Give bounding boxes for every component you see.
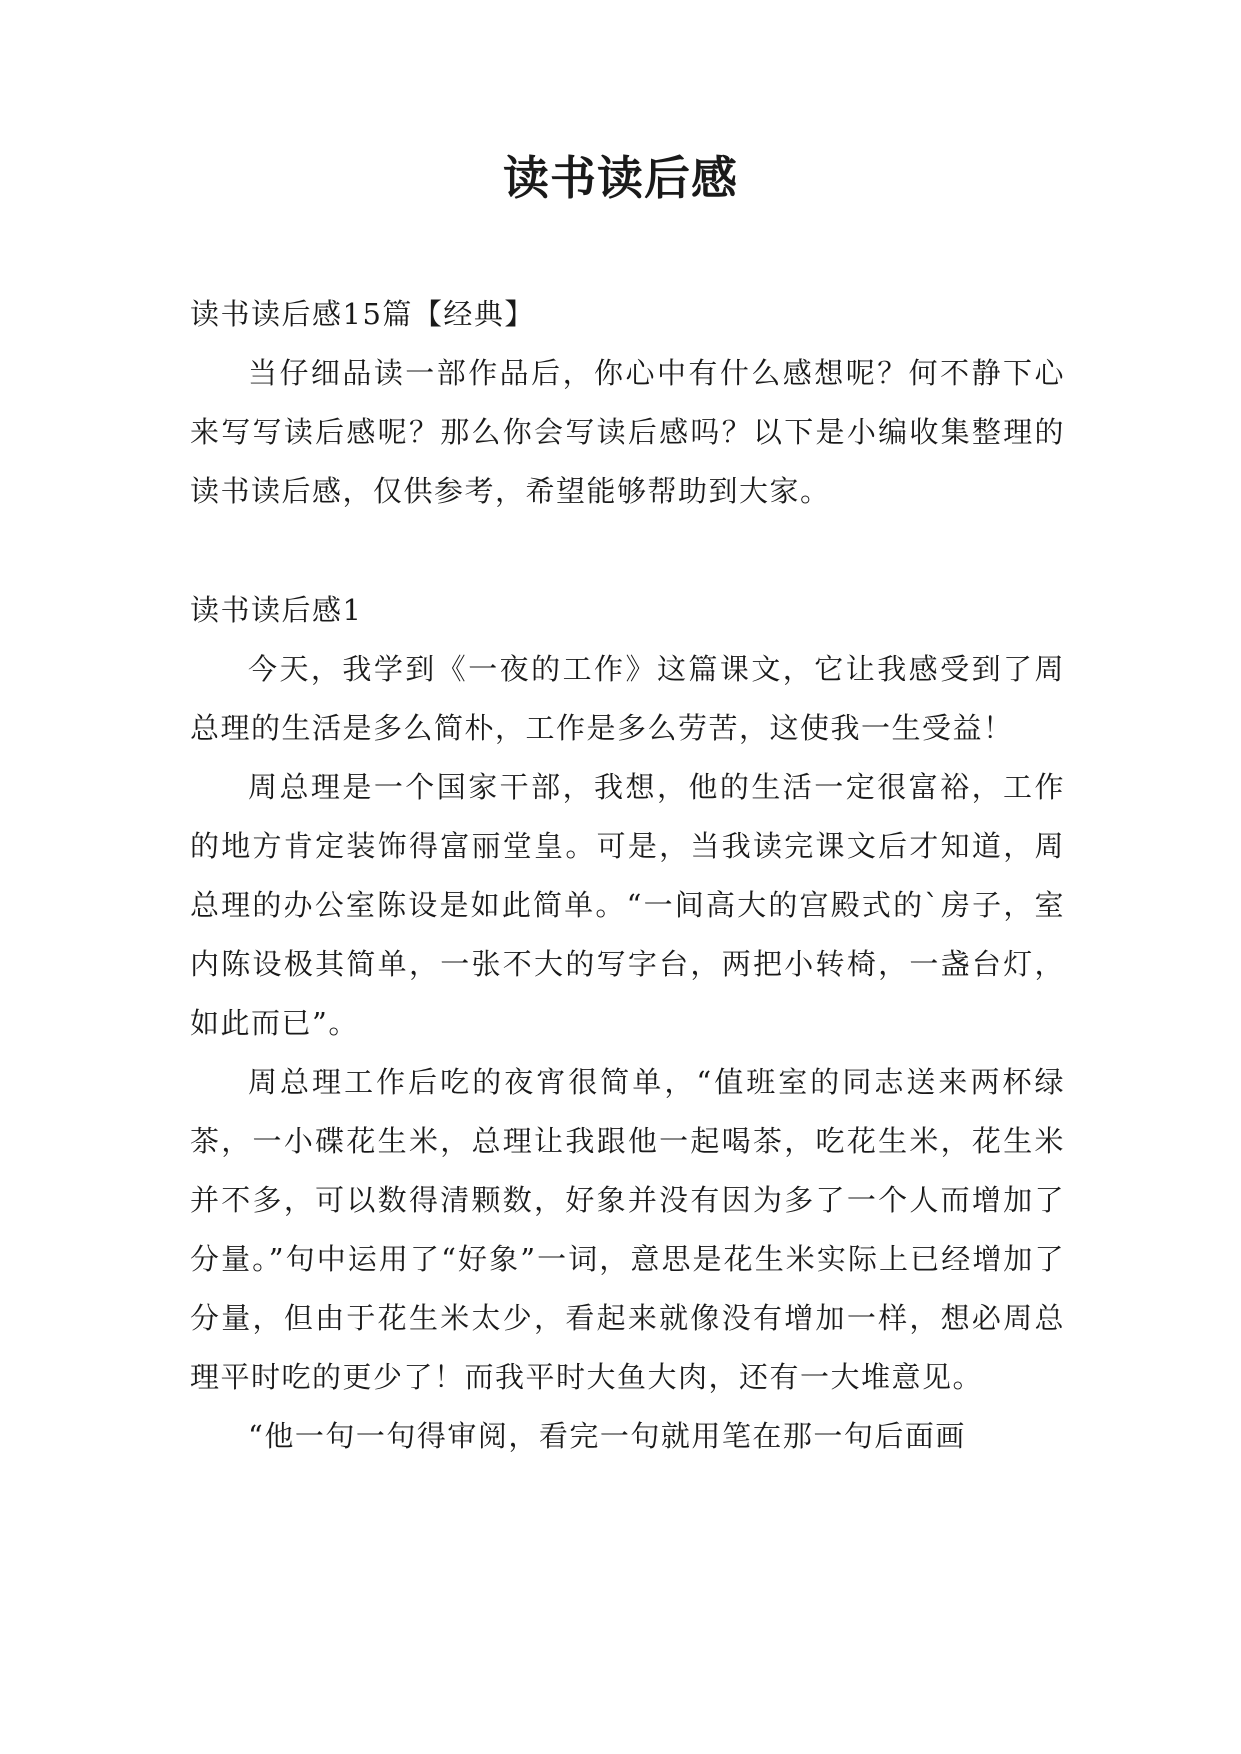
section-heading: 读书读后感1 <box>190 593 363 627</box>
body-paragraph-3: 周总理工作后吃的夜宵很简单，“值班室的同志送来两杯绿茶，一小碟花生米，总理让我跟他一起喝茶，吃花生米，花生米并不多，可以数得清颗数，好象并没有因为多了一个人而增加了分量。”句中运用了“好象”一词，意思是花生米实际上已经增加了分量，但由于花生米太少，看起来就像没有增加一样，想必周总理平时吃的更少了！而我平时大鱼大肉，还有一大堆意见。 <box>190 1065 1065 1394</box>
body-paragraph-4: “他一句一句得审阅，看完一句就用笔在那一句后面画 <box>248 1419 966 1453</box>
intro-paragraph: 当仔细品读一部作品后，你心中有什么感想呢？何不静下心来写写读后感呢？那么你会写读后感吗？以下是小编收集整理的读书读后感，仅供参考，希望能够帮助到大家。 <box>190 356 1065 508</box>
document-body <box>190 285 1065 1466</box>
body-paragraph-2: 周总理是一个国家干部，我想，他的生活一定很富裕，工作的地方肯定装饰得富丽堂皇。可是，当我读完课文后才知道，周总理的办公室陈设是如此简单。“一间高大的宫殿式的`房子，室内陈设极其简单，一张不大的写字台，两把小转椅，一盏台灯，如此而已”。 <box>190 770 1065 1040</box>
document-subtitle: 读书读后感15篇【经典】 <box>190 297 535 331</box>
section-gap <box>190 521 1065 581</box>
body-paragraph-1: 今天，我学到《一夜的工作》这篇课文，它让我感受到了周总理的生活是多么简朴，工作是多么劳苦，这使我一生受益！ <box>190 652 1065 745</box>
document-title: 读书读后感 <box>503 151 738 205</box>
